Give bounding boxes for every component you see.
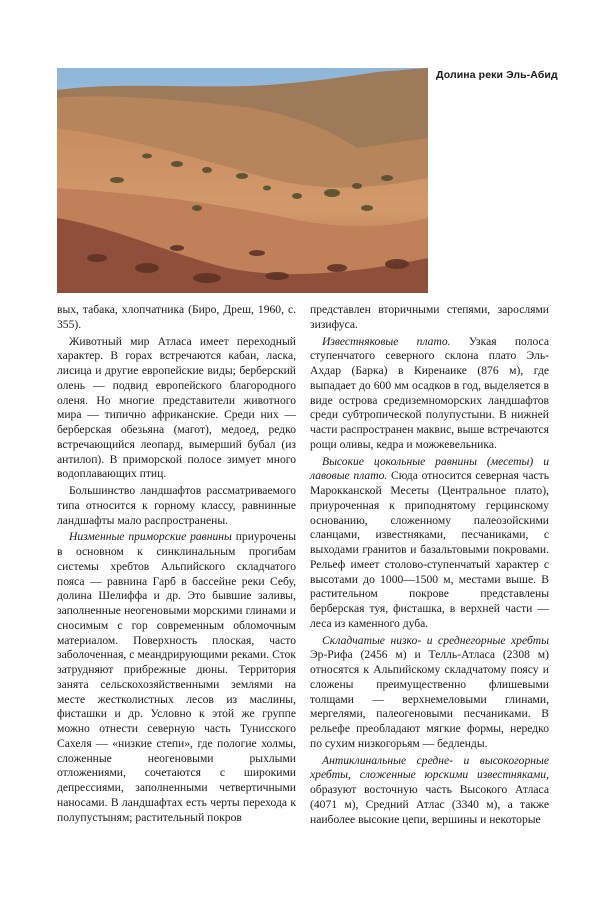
paragraph-text: приурочены в основном к синклинальным прогибам системы хребтов Альпийского складчатого пояса — равнина Гарб в бассейне реки Себу, долина Шелиффа и др. Это бывшие заливы, заполненные неогеновыми морскими глинами и сносимым с гор современным обломочным материалом. Поверхность плоская, часто заболоченная, с меандрирующими реками. Сток затрудняют прибрежные дюны. Территория занята сельскохозяйственными землями на месте жестколистных лесов из маслины, фисташки и др. Условно к этой же группе можно отнести северную часть Тунисского Сахеля — «низкие степи», где пологие холмы, сложенные неогеновыми рыхлыми отложениями, сочетаются с широкими депрессиями, заполненными четвертичными наносами. В ландшафтах есть черты перехода к полупустыням; растительный покров	[57, 530, 296, 824]
section-heading: Складчатые низко- и среднегорные хребты	[322, 633, 549, 647]
paragraph-text: Сюда относится северная часть Марокканской Месеты (Центральное плато), приуроченная к приподнятому герцинскому основанию, сложенному палеозойскими сланцами, известняками, песчаниками, с выходами гранитов и базальтовыми покровами. Рельеф имеет столово-ступенчатый характер с высотами до 1000—1500 м, местами выше. В растительном покрове представлены берберская туя, фисташка, в верхней части — леса из каменного дуба.	[310, 469, 549, 630]
paragraph-text: образуют восточную часть Высокого Атласа (4071 м), Средний Атлас (3340 м), а также наиболее высокие цепи, вершины и некоторые	[310, 783, 549, 826]
paragraph	[310, 455, 549, 632]
figure-caption: Долина реки Эль-Абид	[436, 69, 558, 81]
paragraph-text: Эр-Рифа (2456 м) и Телль-Атласа (2308 м) относятся к Альпийскому складчатому поясу и сложены преимущественно флишевыми толщами — верхнемеловыми глинами, мергелями, палеогеновыми песчаниками. В рельефе преобладают мягкие формы, нередко по сухим низкогорьям — бедленды.	[310, 648, 549, 750]
paragraph: Животный мир Атласа имеет переходный характер. В горах встречаются кабан, ласка, лисица и другие европейские виды; берберский олень — подвид европейского благородного оленя. Но многие представители животного мира — типично африканские. Среди них — берберская обезьяна (магот), медоед, редко встречающийся леопард, вымерший бубал (из антилоп). В приморской полосе зимует много водоплавающих птиц.	[57, 334, 296, 481]
paragraph: представлен вторичными степями, зарослями зизифуса.	[310, 303, 549, 331]
text-column-left	[57, 303, 296, 825]
paragraph	[310, 335, 549, 453]
paragraph: вых, табака, хлопчатника (Биро, Дреш, 1960, с. 355).	[57, 303, 296, 331]
paragraph	[310, 754, 549, 828]
section-heading: Известняковые плато.	[322, 334, 451, 348]
section-heading: Высокие цокольные равнины (месеты) и лавовые плато.	[310, 454, 549, 483]
section-heading: Низменные приморские равнины	[69, 530, 232, 544]
paragraph	[57, 530, 296, 825]
paragraph	[310, 634, 549, 752]
valley-photo	[57, 68, 428, 293]
paragraph: Большинство ландшафтов рассматриваемого типа относится к горному классу, равнинные ландшафты мало распространены.	[57, 484, 296, 527]
section-heading: Антиклинальные средне- и высокогорные хребты, сложенные юрскими известняками,	[310, 753, 549, 782]
paragraph-text: Узкая полоса ступенчатого северного склона плато Эль-Ахдар (Барка) в Киренаике (876 м), где выпадает до 600 мм осадков в год, выделяется в виде острова средиземноморских ландшафтов среди субтропической полупустыни. В нижней части распространен маквис, выше встречаются рощи оливы, кедра и можжевельника.	[310, 334, 549, 451]
text-column-right	[310, 303, 549, 827]
